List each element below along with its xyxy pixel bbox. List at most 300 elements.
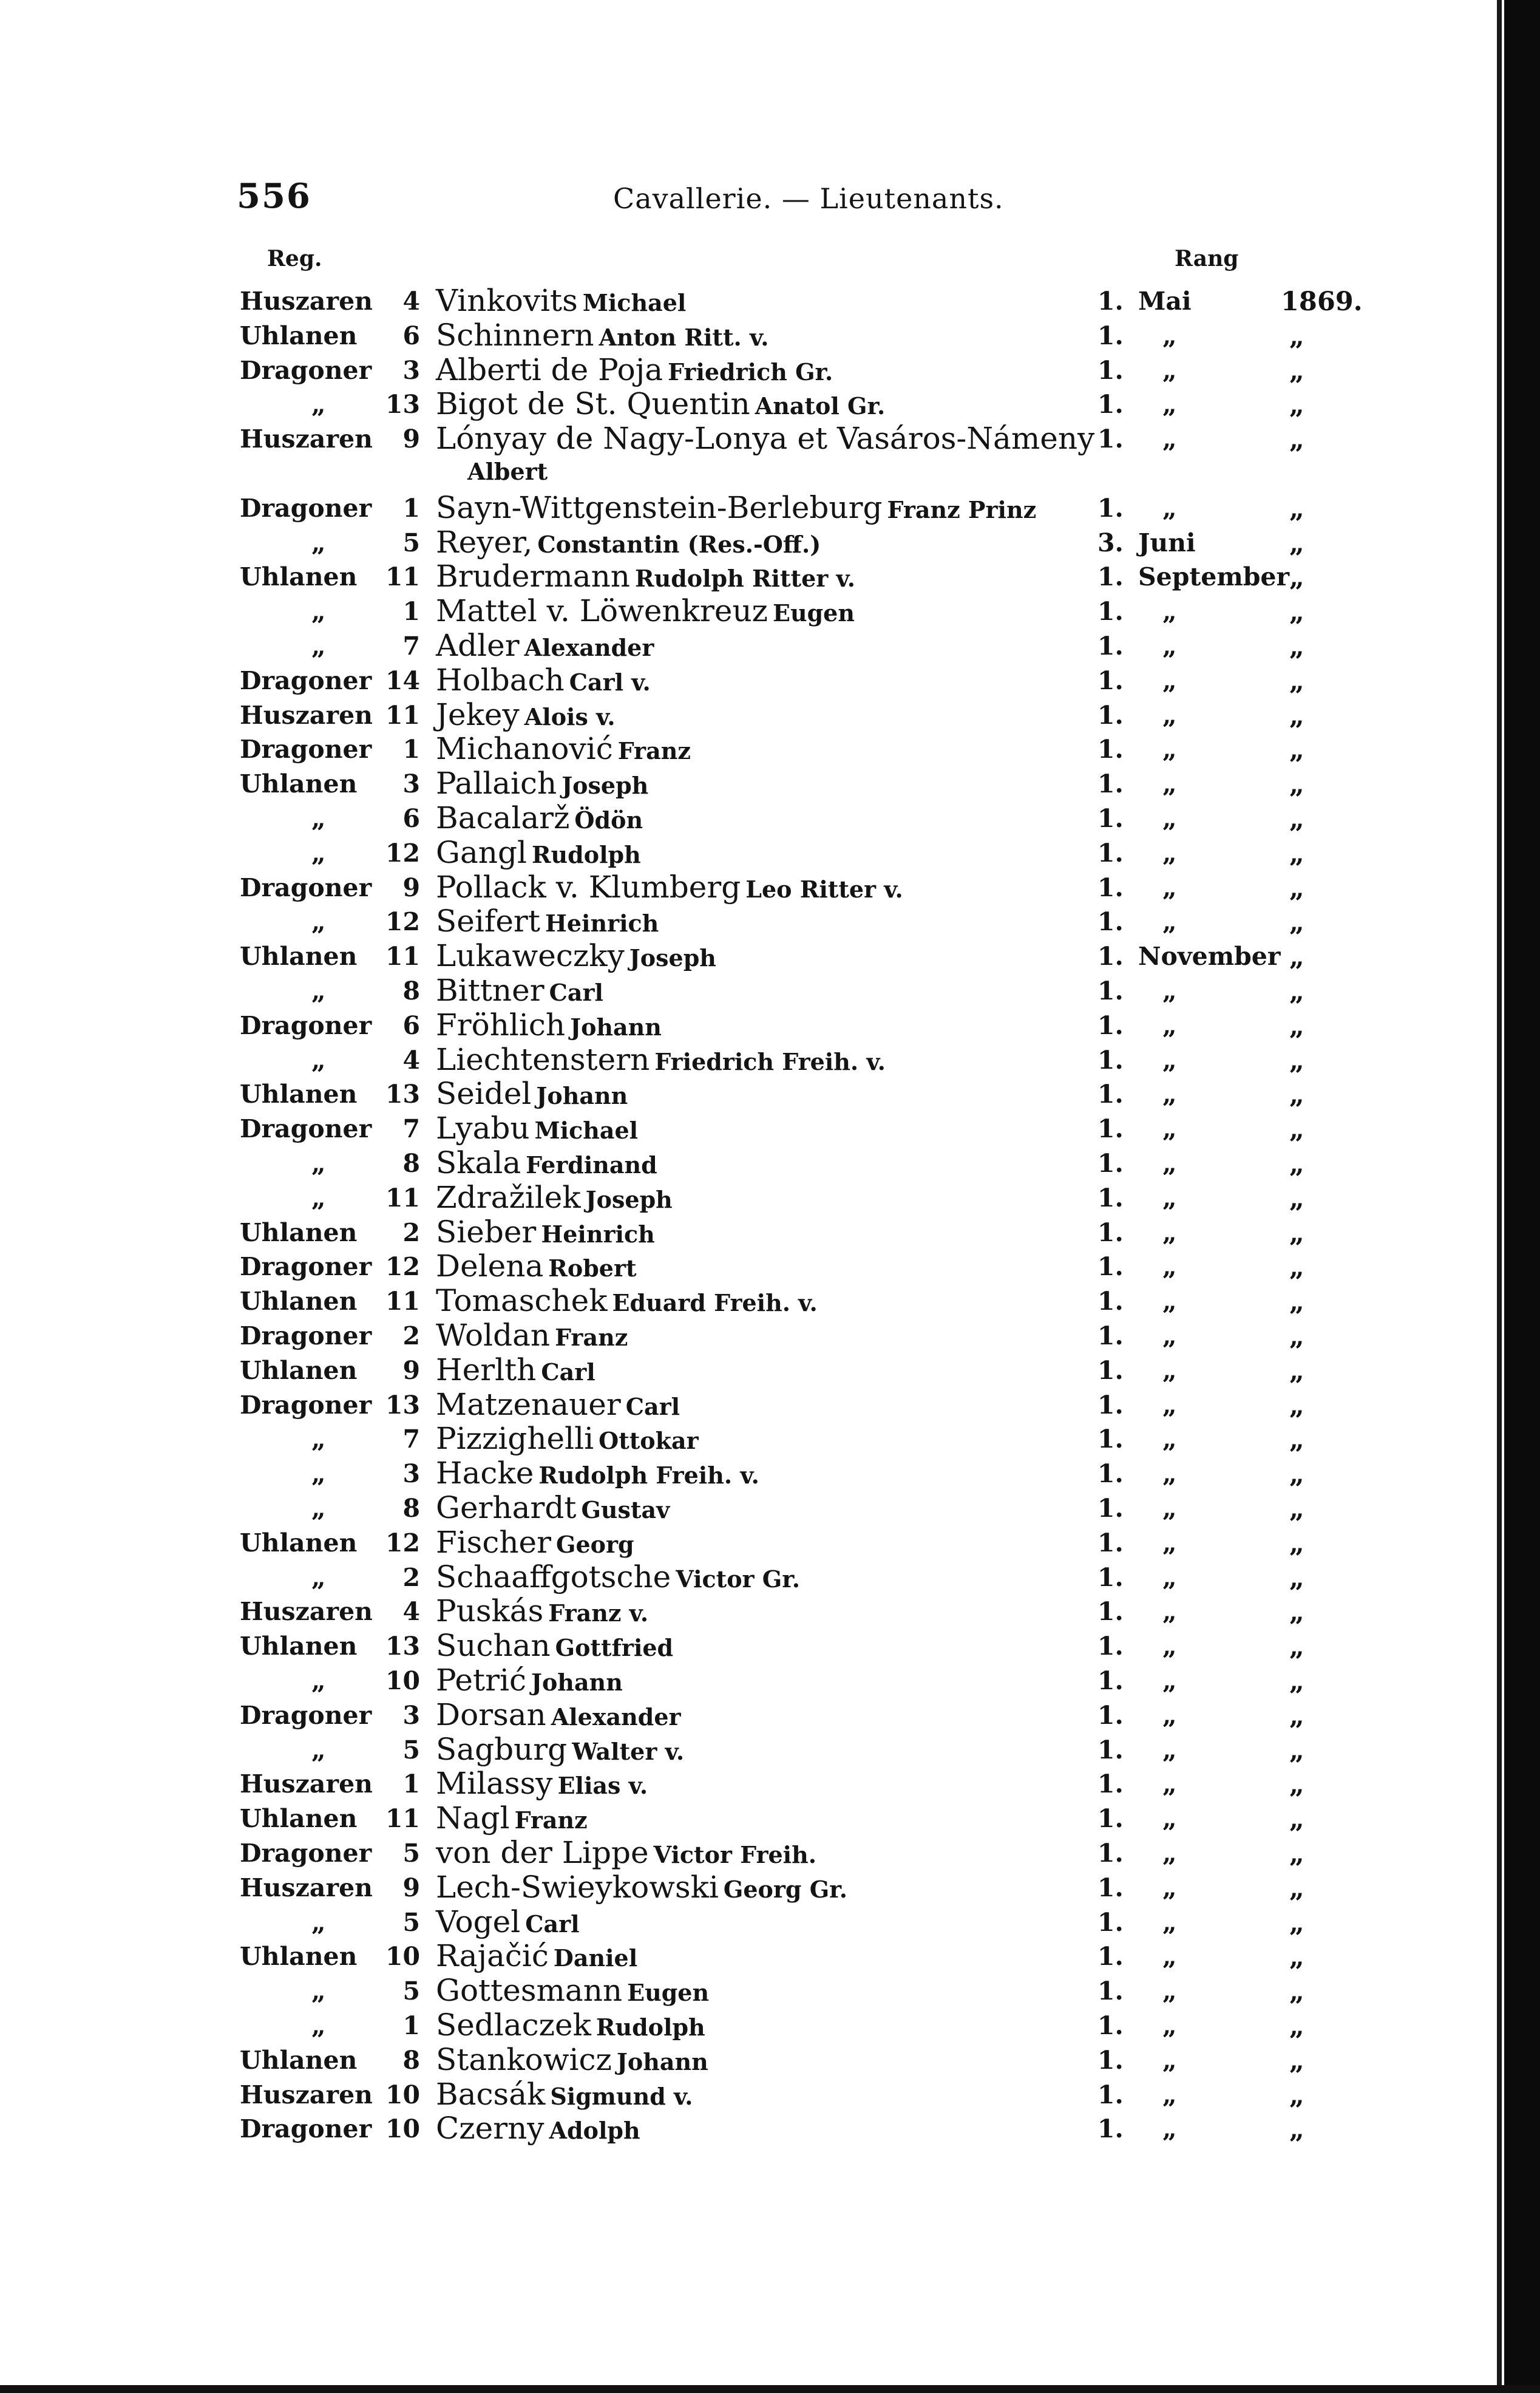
regiment-type: Dragoner <box>240 1701 372 1730</box>
rank-day: 1. <box>1097 1149 1124 1178</box>
officer-name <box>436 1076 1091 1111</box>
regiment-number: 13 <box>385 1391 420 1420</box>
rank-day: 1. <box>1097 1804 1124 1833</box>
table-row <box>0 1559 1396 1593</box>
surname: Lónyay de Nagy-Lonya et Vasáros-Námeny <box>436 421 1095 456</box>
officer-name <box>436 2007 1091 2043</box>
regiment-type: Dragoner <box>240 1391 372 1420</box>
officer-name <box>436 1593 1091 1629</box>
given-name: Adolph <box>549 2117 640 2144</box>
regiment-type: Dragoner <box>240 1011 372 1040</box>
surname: Stankowicz <box>436 2042 612 2077</box>
given-name: Ottokar <box>599 1427 699 1454</box>
regiment-type: Uhlanen <box>240 1804 358 1833</box>
rank-day: 1. <box>1097 287 1124 316</box>
regiment-number: 3 <box>402 1459 420 1488</box>
table-row <box>0 1145 1396 1179</box>
officer-name <box>436 525 1091 560</box>
table-row <box>0 1938 1396 1972</box>
rank-day: 1. <box>1097 1528 1124 1557</box>
officer-name <box>436 835 1091 870</box>
regiment-type: „ <box>311 1735 326 1765</box>
surname: Michanović <box>436 731 613 766</box>
given-name: Ferdinand <box>526 1151 657 1179</box>
rank-year: „ <box>1289 1459 1304 1489</box>
regiment-type: „ <box>311 1666 326 1695</box>
rank-year: „ <box>1289 1839 1304 1869</box>
rank-month: „ <box>1162 1046 1177 1075</box>
rank-year: „ <box>1289 1391 1304 1421</box>
officer-name <box>436 1111 1091 1146</box>
regiment-type: Huszaren <box>240 1769 373 1799</box>
surname: Delena <box>436 1248 544 1284</box>
regiment-type: „ <box>311 907 326 936</box>
surname: Mattel v. Löwenkreuz <box>436 593 768 628</box>
rank-day: 1. <box>1097 1114 1124 1143</box>
officer-name <box>436 662 1091 698</box>
regiment-number: 5 <box>402 1735 420 1765</box>
officer-name <box>436 870 1091 905</box>
surname: Lukaweczky <box>436 938 625 973</box>
rank-day: 1. <box>1097 1839 1124 1868</box>
rank-month: „ <box>1162 701 1177 730</box>
table-row <box>0 731 1396 765</box>
regiment-number: 1 <box>402 735 420 764</box>
table-row <box>0 1283 1396 1317</box>
page-number: 556 <box>237 176 311 216</box>
table-row <box>0 973 1396 1007</box>
rank-year: „ <box>1289 2080 1304 2111</box>
rank-day: 1. <box>1097 2046 1124 2075</box>
rank-day: 1. <box>1097 1632 1124 1661</box>
given-name: Heinrich <box>541 1220 655 1248</box>
officer-name <box>436 628 1091 663</box>
surname: Bigot de St. Quentin <box>436 386 750 421</box>
table-row <box>0 1111 1396 1145</box>
surname: Rajačić <box>436 1938 549 1973</box>
regiment-type: „ <box>311 839 326 868</box>
regiment-number: 4 <box>402 1046 420 1075</box>
rank-year: „ <box>1289 2046 1304 2076</box>
officer-name <box>436 1214 1091 1250</box>
rank-month: „ <box>1162 1114 1177 1143</box>
given-name: Johann <box>616 2048 708 2075</box>
rank-day: 1. <box>1097 1218 1124 1247</box>
regiment-number: 1 <box>402 597 420 626</box>
rank-day: 1. <box>1097 907 1124 936</box>
table-row <box>0 1973 1396 2007</box>
given-name: Joseph <box>561 772 649 799</box>
table-row <box>0 2042 1396 2076</box>
given-name: Joseph <box>585 1186 673 1213</box>
rank-month: „ <box>1162 1839 1177 1868</box>
officer-name <box>436 386 1091 421</box>
table-row <box>0 1180 1396 1214</box>
regiment-number: 11 <box>385 1804 420 1833</box>
regiment-number: 2 <box>402 1563 420 1592</box>
regiment-type: „ <box>311 1149 326 1178</box>
given-name: Carl <box>525 1910 580 1938</box>
regiment-number: 7 <box>402 1425 420 1454</box>
rank-month: „ <box>1162 1908 1177 1937</box>
regiment-type: Uhlanen <box>240 2046 358 2075</box>
regiment-number: 9 <box>402 424 420 454</box>
rank-month: „ <box>1162 1080 1177 1109</box>
rank-day: 1. <box>1097 321 1124 350</box>
surname: Jekey <box>436 697 520 732</box>
surname: Skala <box>436 1145 521 1180</box>
rank-month: „ <box>1162 735 1177 764</box>
given-name: Daniel <box>553 1944 638 1972</box>
rank-month: „ <box>1162 1011 1177 1040</box>
regiment-type: Dragoner <box>240 666 372 695</box>
regiment-type: „ <box>311 1459 326 1488</box>
rank-year: „ <box>1289 1287 1304 1317</box>
officer-name <box>436 1352 1091 1387</box>
regiment-type: Dragoner <box>240 2114 372 2143</box>
surname: Hacke <box>436 1455 534 1491</box>
rank-year: „ <box>1289 1528 1304 1559</box>
regiment-number: 7 <box>402 1114 420 1143</box>
rank-month: „ <box>1162 494 1177 523</box>
table-row <box>0 559 1396 593</box>
surname: Bacalarž <box>436 800 570 836</box>
table-row <box>0 628 1396 662</box>
regiment-type: Huszaren <box>240 287 373 316</box>
regiment-number: 1 <box>402 494 420 523</box>
rank-day: 1. <box>1097 1597 1124 1626</box>
regiment-number: 1 <box>402 2011 420 2040</box>
surname: Schaaffgotsche <box>436 1559 671 1595</box>
regiment-number: 13 <box>385 1632 420 1661</box>
table-row <box>0 593 1396 627</box>
table-row <box>0 386 1396 420</box>
rank-month: November <box>1138 942 1281 971</box>
surname: Seifert <box>436 904 540 939</box>
given-name: Franz <box>514 1806 588 1834</box>
given-name: Alexander <box>524 634 654 661</box>
regiment-type: Uhlanen <box>240 769 358 798</box>
given-name: Heinrich <box>544 910 659 937</box>
surname: Dorsan <box>436 1697 546 1732</box>
regiment-type: Dragoner <box>240 494 372 523</box>
regiment-type: Uhlanen <box>240 321 358 350</box>
table-row <box>0 1732 1396 1766</box>
rank-year: „ <box>1289 631 1304 662</box>
given-name: Friedrich Gr. <box>668 358 833 386</box>
regiment-type: Dragoner <box>240 356 372 385</box>
rank-day: 1. <box>1097 1769 1124 1799</box>
rank-day: 1. <box>1097 701 1124 730</box>
given-name: Gustav <box>581 1496 670 1523</box>
rank-year: „ <box>1289 2114 1304 2145</box>
rank-year: „ <box>1289 873 1304 904</box>
rank-day: 1. <box>1097 804 1124 833</box>
rank-day: 1. <box>1097 1046 1124 1075</box>
officer-name <box>436 559 1091 594</box>
rank-year: „ <box>1289 2011 1304 2041</box>
given-name: Anatol Gr. <box>755 392 886 420</box>
surname: von der Lippe <box>436 1835 649 1870</box>
regiment-number: 12 <box>385 839 420 868</box>
rank-day: 1. <box>1097 1459 1124 1488</box>
rank-year: „ <box>1289 1425 1304 1455</box>
rank-year: „ <box>1289 1183 1304 1214</box>
regiment-number: 6 <box>402 804 420 833</box>
officer-name <box>436 1559 1091 1595</box>
regiment-type: Uhlanen <box>240 1528 358 1557</box>
officer-name <box>436 938 1091 973</box>
regiment-number: 2 <box>402 1218 420 1247</box>
given-name: Anton Ritt. v. <box>599 324 769 351</box>
regiment-number: 5 <box>402 1976 420 2006</box>
rank-day: 1. <box>1097 666 1124 695</box>
rank-year: „ <box>1289 1873 1304 1904</box>
regiment-number: 12 <box>385 907 420 936</box>
regiment-type: Uhlanen <box>240 942 358 971</box>
rank-year: „ <box>1289 1252 1304 1282</box>
regiment-number: 10 <box>385 2080 420 2109</box>
table-row <box>0 1800 1396 1834</box>
rank-year: „ <box>1289 390 1304 420</box>
officer-name <box>436 973 1091 1008</box>
rank-month: „ <box>1162 1597 1177 1626</box>
officer-name <box>436 1835 1091 1870</box>
given-name: Eugen <box>773 599 855 627</box>
regiment-type: Dragoner <box>240 873 372 902</box>
rank-year: „ <box>1289 1666 1304 1697</box>
rank-month: „ <box>1162 1321 1177 1350</box>
rank-year: „ <box>1289 1563 1304 1593</box>
regiment-type: Huszaren <box>240 1873 373 1902</box>
rank-month: „ <box>1162 1666 1177 1695</box>
table-row <box>0 318 1396 352</box>
given-name: Sigmund v. <box>550 2083 693 2110</box>
regiment-type: „ <box>311 804 326 833</box>
surname: Bittner <box>436 973 544 1008</box>
given-name: Joseph <box>629 944 716 972</box>
rank-month: „ <box>1162 1942 1177 1971</box>
officer-name <box>436 1904 1091 1939</box>
rank-month: „ <box>1162 976 1177 1006</box>
regiment-type: Dragoner <box>240 1839 372 1868</box>
rank-day: 1. <box>1097 562 1124 591</box>
table-row <box>0 870 1396 904</box>
rank-day: 1. <box>1097 1942 1124 1971</box>
surname: Seidel <box>436 1076 532 1111</box>
officer-name <box>436 283 1091 318</box>
rank-year: „ <box>1289 321 1304 352</box>
rank-day: 1. <box>1097 942 1124 971</box>
table-row <box>0 525 1396 559</box>
table-row <box>0 1007 1396 1041</box>
rank-month: „ <box>1162 907 1177 936</box>
regiment-type: Uhlanen <box>240 1356 358 1385</box>
rank-month: „ <box>1162 1183 1177 1213</box>
rank-month: „ <box>1162 1769 1177 1799</box>
officer-name <box>436 1938 1091 1973</box>
officer-name <box>436 731 1091 766</box>
given-name: Walter v. <box>572 1738 685 1765</box>
rank-day: 1. <box>1097 1252 1124 1281</box>
table-row <box>0 352 1396 386</box>
regiment-number: 3 <box>402 356 420 385</box>
surname: Pollack v. Klumberg <box>436 870 741 905</box>
rank-month: „ <box>1162 1287 1177 1316</box>
rank-year: „ <box>1289 1046 1304 1076</box>
given-name: Constantin (Res.-Off.) <box>537 531 821 558</box>
given-name: Georg <box>556 1531 634 1558</box>
officer-name <box>436 1248 1091 1284</box>
regiment-number: 4 <box>402 287 420 316</box>
surname: Suchan <box>436 1628 551 1663</box>
given-name: Alois v. <box>524 703 616 730</box>
table-row <box>0 1248 1396 1282</box>
regiment-number: 4 <box>402 1597 420 1626</box>
rank-day: 1. <box>1097 1356 1124 1385</box>
rank-month: „ <box>1162 1149 1177 1178</box>
rank-month: „ <box>1162 321 1177 350</box>
rank-day: 1. <box>1097 1666 1124 1695</box>
table-row <box>0 1835 1396 1869</box>
officer-name <box>436 318 1091 353</box>
rank-day: 1. <box>1097 2011 1124 2040</box>
officer-name <box>436 1007 1091 1043</box>
surname: Alberti de Poja <box>436 352 663 387</box>
surname: Nagl <box>436 1800 510 1836</box>
rank-month: „ <box>1162 597 1177 626</box>
given-name: Eduard Freih. v. <box>612 1289 818 1316</box>
regiment-number: 10 <box>385 1666 420 1695</box>
rank-month: „ <box>1162 1735 1177 1765</box>
rank-day: 1. <box>1097 1080 1124 1109</box>
officer-name <box>436 1180 1091 1215</box>
table-row <box>0 904 1396 938</box>
surname: Puskás <box>436 1593 544 1629</box>
given-name: Victor Freih. <box>653 1841 816 1868</box>
surname: Herlth <box>436 1352 537 1387</box>
rank-month: September <box>1138 562 1290 591</box>
table-row <box>0 1076 1396 1110</box>
regiment-type: Uhlanen <box>240 1942 358 1971</box>
rank-year: „ <box>1289 1804 1304 1834</box>
officer-name <box>436 1628 1091 1663</box>
rank-day: 1. <box>1097 424 1124 454</box>
rank-month: „ <box>1162 1459 1177 1488</box>
table-row <box>0 800 1396 834</box>
table-row <box>0 1766 1396 1800</box>
rank-month: „ <box>1162 2114 1177 2143</box>
rank-year: „ <box>1289 424 1304 455</box>
rank-year: „ <box>1289 701 1304 731</box>
regiment-type: Huszaren <box>240 701 373 730</box>
rank-year: „ <box>1289 907 1304 938</box>
regiment-number: 9 <box>402 1356 420 1385</box>
officer-name <box>436 1145 1091 1180</box>
regiment-number: 9 <box>402 1873 420 1902</box>
given-name: Leo Ritter v. <box>745 876 903 903</box>
rank-day: 1. <box>1097 1011 1124 1040</box>
rank-month: „ <box>1162 1528 1177 1557</box>
rank-year: „ <box>1289 1769 1304 1800</box>
rank-day: 1. <box>1097 1183 1124 1213</box>
given-name: Ödön <box>574 806 643 834</box>
rank-year: „ <box>1289 356 1304 386</box>
regiment-number: 11 <box>385 562 420 591</box>
rank-year: „ <box>1289 1701 1304 1731</box>
surname: Sedlaczek <box>436 2007 591 2043</box>
rank-year: „ <box>1289 1908 1304 1938</box>
rank-day: 1. <box>1097 494 1124 523</box>
rank-year: „ <box>1289 1114 1304 1145</box>
given-name: Georg Gr. <box>723 1876 847 1903</box>
rank-month: Juni <box>1138 528 1196 557</box>
column-header-rank-date: Rang <box>1175 246 1239 271</box>
regiment-type: Uhlanen <box>240 1287 358 1316</box>
surname: Petrić <box>436 1663 526 1698</box>
table-row <box>0 490 1396 524</box>
regiment-number: 8 <box>402 1149 420 1178</box>
given-name: Franz Prinz <box>887 496 1037 523</box>
surname: Pizzighelli <box>436 1421 594 1456</box>
regiment-number: 12 <box>385 1252 420 1281</box>
officer-name <box>436 1870 1091 1905</box>
regiment-number: 3 <box>402 1701 420 1730</box>
officer-name <box>436 593 1091 628</box>
regiment-number: 8 <box>402 1494 420 1523</box>
regiment-number: 10 <box>385 1942 420 1971</box>
officer-name <box>436 2111 1091 2146</box>
rank-year: „ <box>1289 1356 1304 1386</box>
table-row <box>0 662 1396 696</box>
rank-day: 1. <box>1097 1494 1124 1523</box>
rank-day: 3. <box>1097 528 1124 557</box>
rank-year: „ <box>1289 942 1304 972</box>
rank-month: „ <box>1162 839 1177 868</box>
officer-name <box>436 1421 1091 1456</box>
given-name: Franz <box>555 1324 628 1351</box>
regiment-number: 3 <box>402 769 420 798</box>
rank-day: 1. <box>1097 2114 1124 2143</box>
surname: Vinkovits <box>436 283 578 318</box>
regiment-type: Uhlanen <box>240 1218 358 1247</box>
rank-month: „ <box>1162 1632 1177 1661</box>
regiment-type: Uhlanen <box>240 1080 358 1109</box>
surname: Lyabu <box>436 1111 530 1146</box>
rank-year: „ <box>1289 666 1304 696</box>
regiment-type: Huszaren <box>240 1597 373 1626</box>
regiment-number: 11 <box>385 942 420 971</box>
table-row <box>0 1870 1396 1904</box>
table-row <box>0 1904 1396 1938</box>
rank-day: 1. <box>1097 390 1124 419</box>
table-row <box>0 2111 1396 2145</box>
regiment-type: Dragoner <box>240 1321 372 1350</box>
surname: Tomaschek <box>436 1283 608 1318</box>
scan-border-bottom <box>0 2385 1540 2393</box>
officer-name <box>436 1490 1091 1525</box>
regiment-type: „ <box>311 2011 326 2040</box>
surname: Gottesmann <box>436 1973 623 2008</box>
regiment-type: Dragoner <box>240 1252 372 1281</box>
regiment-number: 5 <box>402 1839 420 1868</box>
regiment-type: Huszaren <box>240 2080 373 2109</box>
officer-name <box>436 766 1091 801</box>
rank-year: „ <box>1289 1011 1304 1041</box>
regiment-number: 7 <box>402 631 420 661</box>
rank-month: Mai <box>1138 287 1192 316</box>
table-row <box>0 1352 1396 1386</box>
